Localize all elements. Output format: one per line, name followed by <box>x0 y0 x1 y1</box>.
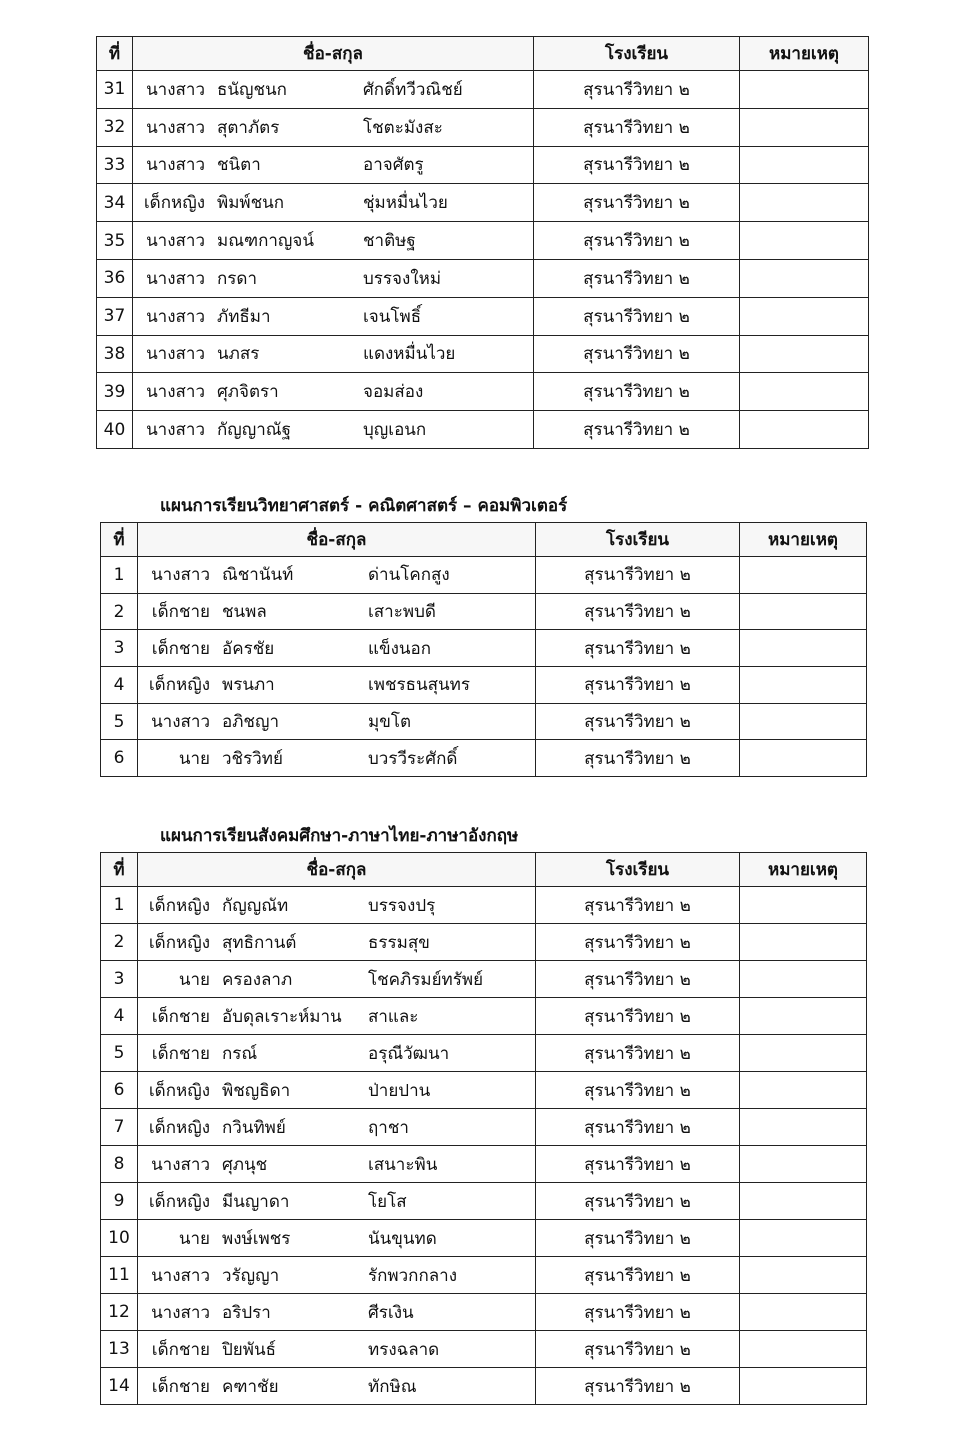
name-prefix: นางสาว <box>146 231 205 252</box>
row-number: 4 <box>101 998 138 1035</box>
student-name <box>133 411 534 449</box>
row-number: 40 <box>97 411 133 449</box>
name-prefix: นางสาว <box>151 1154 210 1175</box>
col-header-no: ที่ <box>101 853 138 887</box>
col-header-no: ที่ <box>97 37 133 71</box>
table-row <box>97 71 869 109</box>
table-header-row <box>101 853 867 887</box>
name-prefix: เด็กชาย <box>151 638 210 659</box>
table-row <box>97 297 869 335</box>
last-name: บุญเอนก <box>363 420 427 441</box>
student-name <box>138 924 536 961</box>
student-name <box>138 667 536 704</box>
student-name <box>133 335 534 373</box>
row-number: 7 <box>101 1109 138 1146</box>
last-name: จอมส่อง <box>363 382 424 403</box>
col-header-school: โรงเรียน <box>536 523 740 557</box>
table-row <box>101 1109 867 1146</box>
first-name: มณฑกาญจน์ <box>217 231 314 252</box>
first-name: อับดุลเราะห์มาน <box>222 1006 342 1027</box>
row-number: 32 <box>97 108 133 146</box>
name-prefix: นาย <box>178 748 210 769</box>
first-name: คฑาชัย <box>222 1376 279 1397</box>
col-header-name: ชื่อ-สกุล <box>138 523 536 557</box>
table-row <box>101 593 867 630</box>
table-row <box>101 740 867 777</box>
table-row <box>101 924 867 961</box>
school-name: สุรนารีวิทยา ๒ <box>536 887 740 924</box>
school-name: สุรนารีวิทยา ๒ <box>536 1294 740 1331</box>
remark-cell <box>740 667 867 704</box>
last-name: ธรรมสุข <box>368 932 430 953</box>
col-header-school: โรงเรียน <box>534 37 740 71</box>
student-name <box>133 297 534 335</box>
row-number: 2 <box>101 924 138 961</box>
first-name: วรัญญา <box>222 1265 280 1286</box>
school-name: สุรนารีวิทยา ๒ <box>534 222 740 260</box>
table-header-row <box>101 523 867 557</box>
name-prefix: เด็กชาย <box>151 602 210 623</box>
last-name: ศีรเงิน <box>368 1302 414 1323</box>
student-name <box>138 1368 536 1405</box>
remark-cell <box>740 557 867 594</box>
student-name <box>138 1072 536 1109</box>
remark-cell <box>740 961 867 998</box>
last-name: นันขุนทด <box>368 1228 437 1249</box>
first-name: อัครชัย <box>222 638 275 659</box>
first-name: นภสร <box>217 344 260 365</box>
last-name: ฤาชา <box>368 1117 409 1138</box>
student-name <box>133 259 534 297</box>
student-name <box>133 146 534 184</box>
last-name: โยโส <box>368 1191 407 1212</box>
first-name: ธนัญชนก <box>217 79 287 100</box>
student-name <box>138 1146 536 1183</box>
table-row <box>97 373 869 411</box>
row-number: 13 <box>101 1331 138 1368</box>
name-prefix: เด็กหญิง <box>148 1191 210 1212</box>
section-heading-science-math-computer: แผนการเรียนวิทยาศาสตร์ - คณิตศาสตร์ – คอมพิวเตอร์ <box>160 496 568 516</box>
remark-cell <box>740 1331 867 1368</box>
name-prefix: นางสาว <box>151 1302 210 1323</box>
name-prefix: นางสาว <box>146 268 205 289</box>
student-name <box>138 557 536 594</box>
student-name <box>138 1294 536 1331</box>
name-prefix: นางสาว <box>146 117 205 138</box>
name-prefix: นางสาว <box>151 565 210 586</box>
first-name: มีนญาดา <box>222 1191 290 1212</box>
remark-cell <box>740 887 867 924</box>
student-name <box>138 1220 536 1257</box>
name-prefix: นางสาว <box>151 712 210 733</box>
name-prefix: เด็กหญิง <box>148 895 210 916</box>
remark-cell <box>740 703 867 740</box>
last-name: สาและ <box>368 1006 419 1027</box>
col-header-no: ที่ <box>101 523 138 557</box>
student-name <box>138 630 536 667</box>
first-name: ณิชานันท์ <box>222 565 294 586</box>
student-name <box>133 373 534 411</box>
remark-cell <box>740 146 869 184</box>
first-name: กวินทิพย์ <box>222 1117 286 1138</box>
last-name: ด่านโคกสูง <box>368 565 450 586</box>
last-name: เจนโพธิ์ <box>363 306 422 327</box>
col-header-remark: หมายเหตุ <box>740 523 867 557</box>
table-row <box>101 1294 867 1331</box>
student-name <box>138 998 536 1035</box>
last-name: บรรจงปรุ <box>368 895 436 916</box>
row-number: 33 <box>97 146 133 184</box>
last-name: เสาะพบดี <box>368 602 436 623</box>
col-header-school: โรงเรียน <box>536 853 740 887</box>
first-name: อริปรา <box>222 1302 271 1323</box>
student-name <box>133 184 534 222</box>
school-name: สุรนารีวิทยา ๒ <box>536 593 740 630</box>
row-number: 1 <box>101 557 138 594</box>
first-name: พรนภา <box>222 675 275 696</box>
name-prefix: เด็กชาย <box>151 1043 210 1064</box>
row-number: 3 <box>101 961 138 998</box>
col-header-name: ชื่อ-สกุล <box>138 853 536 887</box>
school-name: สุรนารีวิทยา ๒ <box>536 740 740 777</box>
row-number: 35 <box>97 222 133 260</box>
school-name: สุรนารีวิทยา ๒ <box>536 1257 740 1294</box>
school-name: สุรนารีวิทยา ๒ <box>536 1183 740 1220</box>
first-name: กรดา <box>217 268 258 289</box>
name-prefix: นางสาว <box>146 382 205 403</box>
table-row <box>97 411 869 449</box>
school-name: สุรนารีวิทยา ๒ <box>536 1220 740 1257</box>
table-row <box>101 703 867 740</box>
row-number: 6 <box>101 740 138 777</box>
row-number: 11 <box>101 1257 138 1294</box>
col-header-name: ชื่อ-สกุล <box>133 37 534 71</box>
remark-cell <box>740 1257 867 1294</box>
table-row <box>101 1072 867 1109</box>
table-row <box>97 222 869 260</box>
remark-cell <box>740 740 867 777</box>
school-name: สุรนารีวิทยา ๒ <box>536 1368 740 1405</box>
school-name: สุรนารีวิทยา ๒ <box>534 411 740 449</box>
row-number: 5 <box>101 1035 138 1072</box>
remark-cell <box>740 373 869 411</box>
first-name: ศุภจิตรา <box>217 382 279 403</box>
row-number: 9 <box>101 1183 138 1220</box>
table-row <box>101 557 867 594</box>
last-name: แดงหมื่นไวย <box>363 344 456 365</box>
school-name: สุรนารีวิทยา ๒ <box>536 1146 740 1183</box>
student-name <box>138 703 536 740</box>
roster-table-2 <box>100 522 867 777</box>
remark-cell <box>740 1035 867 1072</box>
table-row <box>101 887 867 924</box>
remark-cell <box>740 108 869 146</box>
name-prefix: เด็กหญิง <box>148 1117 210 1138</box>
remark-cell <box>740 1294 867 1331</box>
remark-cell <box>740 1220 867 1257</box>
first-name: กัญญาณัฐ <box>217 420 291 441</box>
student-name <box>133 71 534 109</box>
school-name: สุรนารีวิทยา ๒ <box>536 1072 740 1109</box>
table-row <box>97 108 869 146</box>
table-row <box>101 1035 867 1072</box>
school-name: สุรนารีวิทยา ๒ <box>536 703 740 740</box>
school-name: สุรนารีวิทยา ๒ <box>536 667 740 704</box>
first-name: ศุภนุช <box>222 1154 268 1175</box>
remark-cell <box>740 411 869 449</box>
name-prefix: นางสาว <box>151 1265 210 1286</box>
row-number: 39 <box>97 373 133 411</box>
table-row <box>101 630 867 667</box>
last-name: โชคภิรมย์ทรัพย์ <box>368 969 484 990</box>
first-name: ปิยพันธ์ <box>222 1339 276 1360</box>
name-prefix: นางสาว <box>146 344 205 365</box>
last-name: แข็งนอก <box>368 638 432 659</box>
table-row <box>101 1220 867 1257</box>
name-prefix: นางสาว <box>146 420 205 441</box>
last-name: มุขโต <box>368 712 411 733</box>
last-name: ชุ่มหมื่นไวย <box>363 193 448 214</box>
roster-table-3 <box>100 852 867 1405</box>
remark-cell <box>740 924 867 961</box>
first-name: พิชญธิดา <box>222 1080 291 1101</box>
first-name: วชิรวิทย์ <box>222 748 283 769</box>
school-name: สุรนารีวิทยา ๒ <box>534 71 740 109</box>
student-name <box>133 108 534 146</box>
row-number: 10 <box>101 1220 138 1257</box>
school-name: สุรนารีวิทยา ๒ <box>536 924 740 961</box>
school-name: สุรนารีวิทยา ๒ <box>536 1035 740 1072</box>
row-number: 5 <box>101 703 138 740</box>
name-prefix: เด็กชาย <box>151 1006 210 1027</box>
name-prefix: เด็กหญิง <box>148 1080 210 1101</box>
row-number: 4 <box>101 667 138 704</box>
table-header-row <box>97 37 869 71</box>
table-row <box>101 961 867 998</box>
student-name <box>138 740 536 777</box>
last-name: ป่ายปาน <box>368 1080 431 1101</box>
name-prefix: นางสาว <box>146 79 205 100</box>
school-name: สุรนารีวิทยา ๒ <box>534 259 740 297</box>
remark-cell <box>740 259 869 297</box>
row-number: 1 <box>101 887 138 924</box>
table-row <box>101 1146 867 1183</box>
student-name <box>138 887 536 924</box>
school-name: สุรนารีวิทยา ๒ <box>536 1109 740 1146</box>
row-number: 36 <box>97 259 133 297</box>
school-name: สุรนารีวิทยา ๒ <box>536 557 740 594</box>
col-header-remark: หมายเหตุ <box>740 853 867 887</box>
last-name: ชาติษฐ <box>363 231 416 252</box>
school-name: สุรนารีวิทยา ๒ <box>536 1331 740 1368</box>
first-name: ภัทธีมา <box>217 306 271 327</box>
remark-cell <box>740 1072 867 1109</box>
student-name <box>138 1257 536 1294</box>
last-name: บรรจงใหม่ <box>363 268 442 289</box>
student-name <box>138 593 536 630</box>
name-prefix: เด็กชาย <box>151 1376 210 1397</box>
first-name: สุทธิกานต์ <box>222 932 297 953</box>
student-name <box>138 1331 536 1368</box>
row-number: 14 <box>101 1368 138 1405</box>
last-name: เพชรธนสุนทร <box>368 675 471 696</box>
student-name <box>138 961 536 998</box>
remark-cell <box>740 184 869 222</box>
first-name: สุตาภัตร <box>217 117 280 138</box>
remark-cell <box>740 998 867 1035</box>
remark-cell <box>740 222 869 260</box>
school-name: สุรนารีวิทยา ๒ <box>534 335 740 373</box>
row-number: 6 <box>101 1072 138 1109</box>
school-name: สุรนารีวิทยา ๒ <box>534 108 740 146</box>
last-name: เสนาะพิน <box>368 1154 438 1175</box>
first-name: ชนพล <box>222 602 267 623</box>
col-header-remark: หมายเหตุ <box>740 37 869 71</box>
last-name: อรุณีวัฒนา <box>368 1043 450 1064</box>
last-name: ศักดิ์ทวีวณิชย์ <box>363 79 463 100</box>
row-number: 31 <box>97 71 133 109</box>
row-number: 2 <box>101 593 138 630</box>
remark-cell <box>740 593 867 630</box>
school-name: สุรนารีวิทยา ๒ <box>536 998 740 1035</box>
last-name: รักพวกกลาง <box>368 1265 458 1286</box>
school-name: สุรนารีวิทยา ๒ <box>534 146 740 184</box>
school-name: สุรนารีวิทยา ๒ <box>536 630 740 667</box>
table-row <box>97 335 869 373</box>
first-name: พิมพ์ชนก <box>217 193 285 214</box>
remark-cell <box>740 1146 867 1183</box>
table-row <box>101 1183 867 1220</box>
roster-table-1 <box>96 36 869 449</box>
school-name: สุรนารีวิทยา ๒ <box>536 961 740 998</box>
row-number: 37 <box>97 297 133 335</box>
student-name <box>138 1035 536 1072</box>
remark-cell <box>740 1109 867 1146</box>
table-row <box>101 998 867 1035</box>
first-name: ครองลาภ <box>222 969 293 990</box>
table-row <box>97 146 869 184</box>
table-row <box>101 1331 867 1368</box>
table-row <box>101 1368 867 1405</box>
name-prefix: นางสาว <box>146 155 205 176</box>
remark-cell <box>740 335 869 373</box>
table-row <box>97 259 869 297</box>
student-name <box>133 222 534 260</box>
name-prefix: เด็กหญิง <box>148 932 210 953</box>
row-number: 12 <box>101 1294 138 1331</box>
last-name: บวรวีระศักดิ์ <box>368 748 458 769</box>
first-name: กัญญณัท <box>222 895 289 916</box>
row-number: 3 <box>101 630 138 667</box>
last-name: ทรงฉลาด <box>368 1339 440 1360</box>
remark-cell <box>740 1183 867 1220</box>
remark-cell <box>740 1368 867 1405</box>
row-number: 38 <box>97 335 133 373</box>
school-name: สุรนารีวิทยา ๒ <box>534 184 740 222</box>
first-name: กรณ์ <box>222 1043 258 1064</box>
name-prefix: เด็กชาย <box>151 1339 210 1360</box>
row-number: 34 <box>97 184 133 222</box>
table-row <box>97 184 869 222</box>
first-name: อภิชญา <box>222 712 279 733</box>
first-name: พงษ์เพชร <box>222 1228 291 1249</box>
name-prefix: เด็กหญิง <box>148 675 210 696</box>
name-prefix: นาย <box>178 1228 210 1249</box>
school-name: สุรนารีวิทยา ๒ <box>534 373 740 411</box>
name-prefix: เด็กหญิง <box>143 193 205 214</box>
name-prefix: นาย <box>178 969 210 990</box>
last-name: ทักษิณ <box>368 1376 417 1397</box>
name-prefix: นางสาว <box>146 306 205 327</box>
row-number: 8 <box>101 1146 138 1183</box>
first-name: ชนิตา <box>217 155 261 176</box>
remark-cell <box>740 630 867 667</box>
last-name: อาจศัตรู <box>363 155 424 176</box>
student-name <box>138 1109 536 1146</box>
student-name <box>138 1183 536 1220</box>
remark-cell <box>740 297 869 335</box>
table-row <box>101 1257 867 1294</box>
last-name: โชตะมังสะ <box>363 117 443 138</box>
remark-cell <box>740 71 869 109</box>
table-row <box>101 667 867 704</box>
school-name: สุรนารีวิทยา ๒ <box>534 297 740 335</box>
section-heading-social-thai-english: แผนการเรียนสังคมศึกษา-ภาษาไทย-ภาษาอังกฤษ <box>160 826 519 846</box>
